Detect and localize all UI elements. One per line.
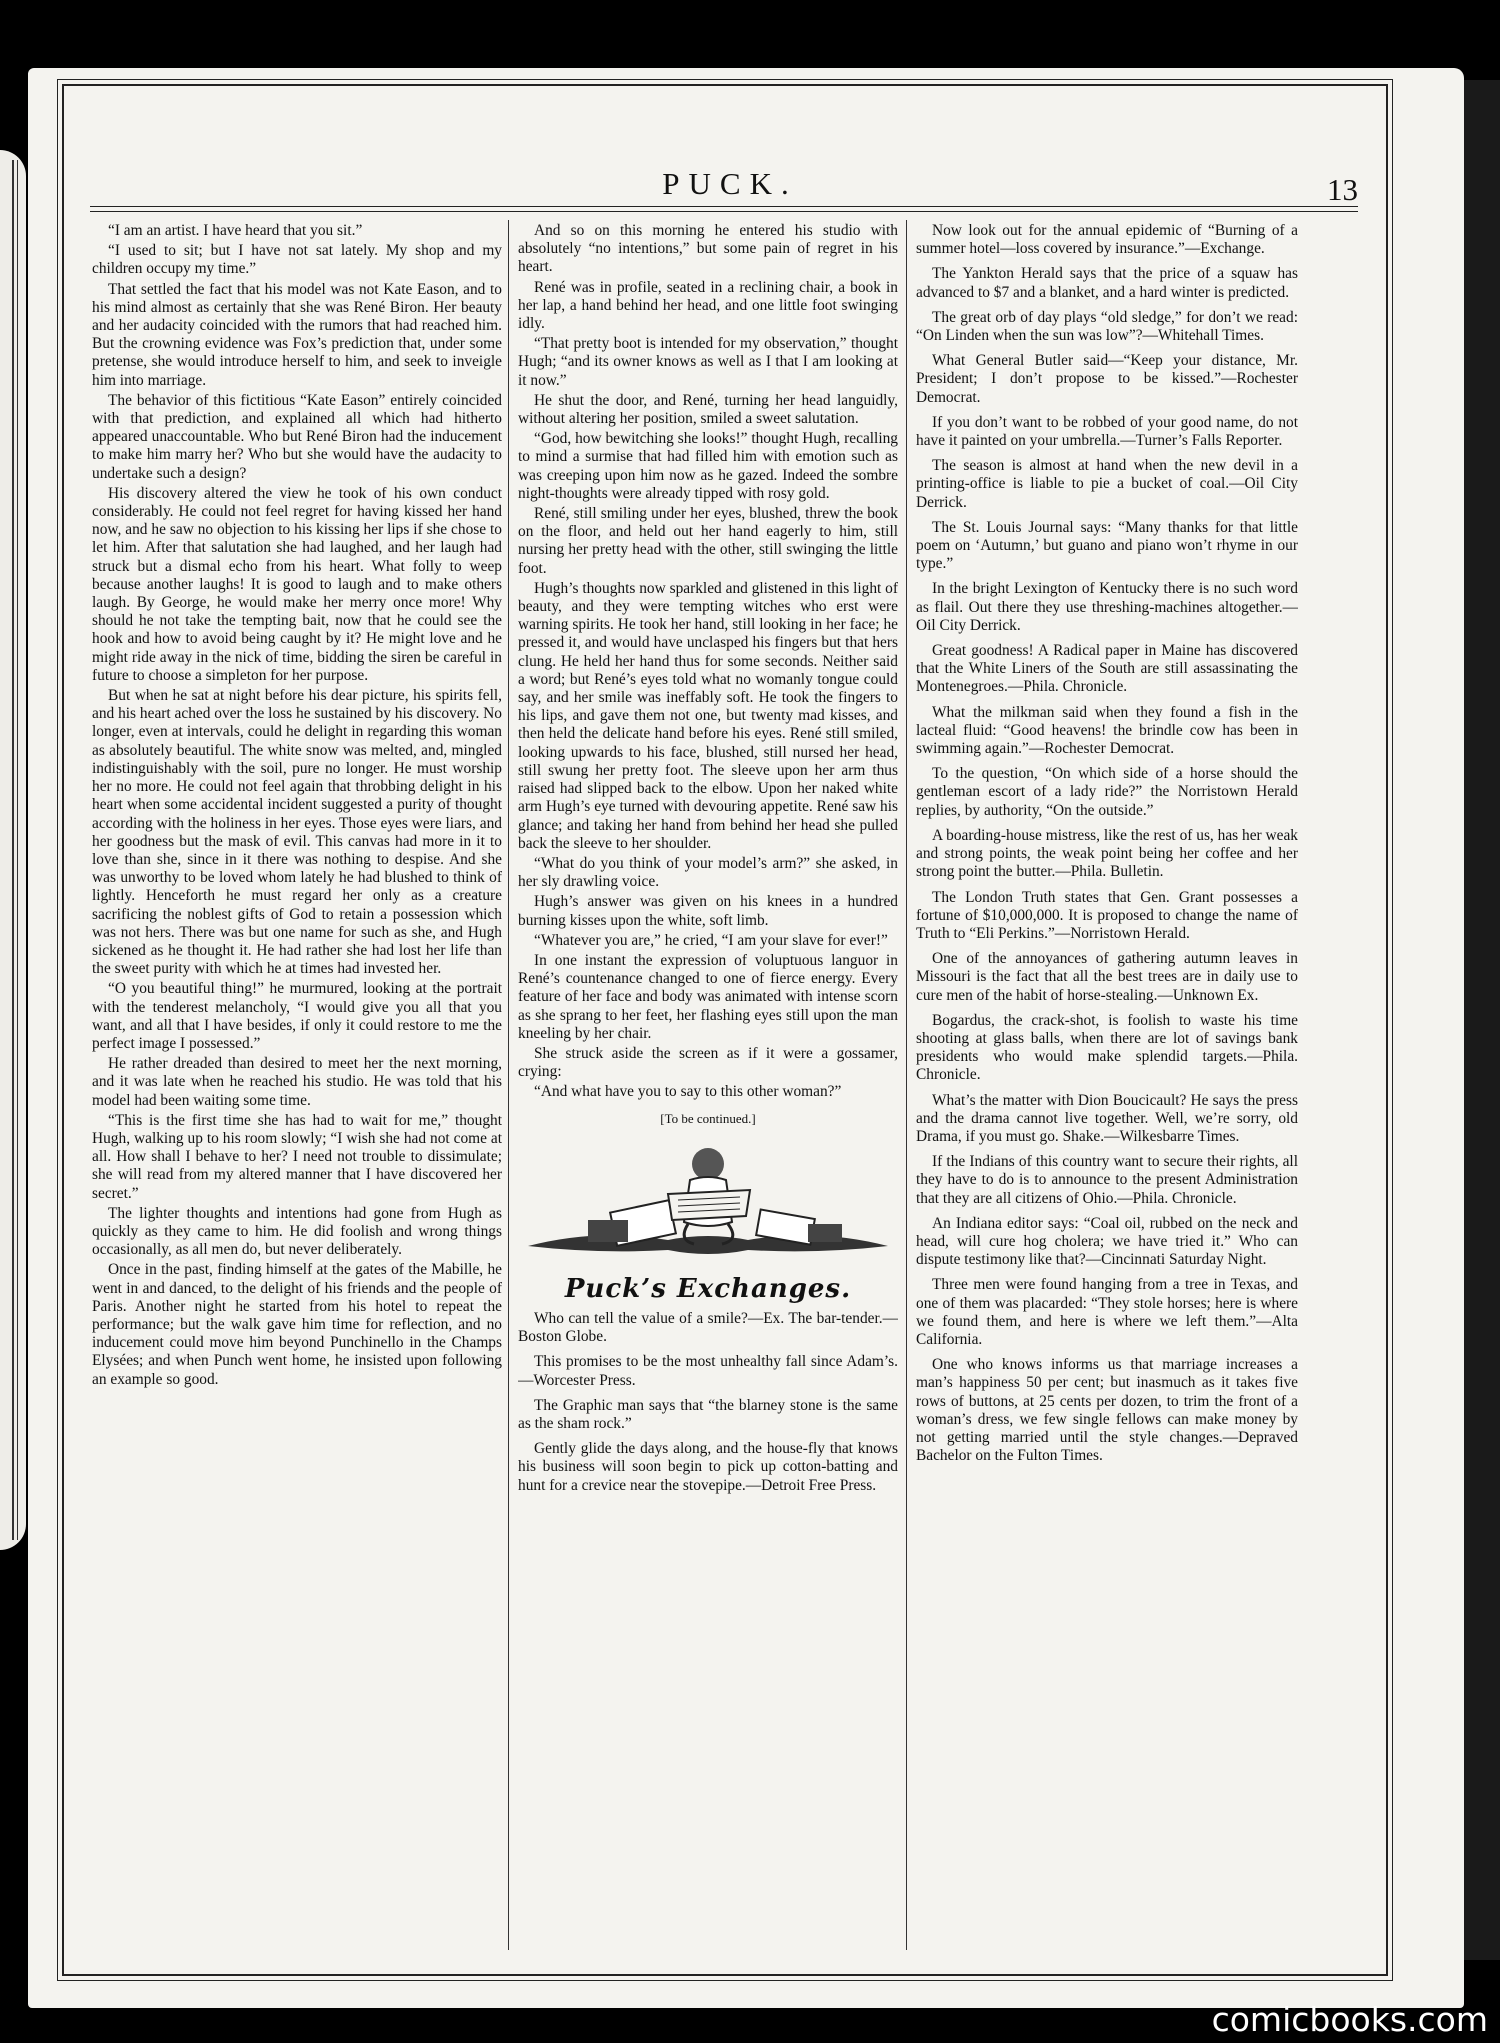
page-number: 13	[1327, 172, 1358, 207]
paragraph: “This is the first time she has had to wait for me,” thought Hugh, walking up to his room slowly; “I wish she had not come at all. How shall I behave to her? I need not trouble to dissimulate; she will read from my altered manner that I have discovered her secret.”	[92, 1111, 502, 1202]
exchange-item: The Graphic man says that “the blarney stone is the same as the sham rock.”	[518, 1396, 898, 1432]
exchange-item: Three men were found hanging from a tree in Texas, and one of them was placarded: “They stole horses; here is where we found them, and here is where we left them.”—Alta California.	[916, 1276, 1298, 1348]
exchange-item: What’s the matter with Dion Boucicault? He says the press and the drama cannot live together. Well, we’re sorry, old Drama, if you must go. Shake.—Wilkesbarre Times.	[916, 1091, 1298, 1145]
column-story-middle	[518, 222, 898, 1942]
exchange-item: The season is almost at hand when the new devil in a printing-office is liable to pie a bucket of coal.—Oil City Derrick.	[916, 457, 1298, 511]
watermark: comicbooks.com	[1211, 2000, 1488, 2039]
paragraph: The lighter thoughts and intentions had gone from Hugh as quickly as they came to him. He did foolish and wrong things occasionally, as all men do, but never deliberately.	[92, 1204, 502, 1259]
exchanges-list	[518, 1310, 898, 1495]
to-be-continued: [To be continued.]	[660, 1110, 756, 1126]
paragraph: “What do you think of your model’s arm?” she asked, in her sly drawling voice.	[518, 854, 898, 891]
paragraph: She struck aside the screen as if it were a gossamer, crying:	[518, 1044, 898, 1081]
page-title: PUCK.	[662, 166, 798, 201]
exchange-item: The London Truth states that Gen. Grant possesses a fortune of $10,000,000. It is proposed to change the name of Truth to “Eli Perkins.”—Norristown Herald.	[916, 888, 1298, 942]
paragraph: René, still smiling under her eyes, blushed, threw the book on the floor, and held out her hand eagerly to him, still nursing her pretty head with the other, still swinging the little foot.	[518, 505, 898, 577]
paragraph: “I am an artist. I have heard that you sit.”	[108, 222, 363, 239]
paragraph: “God, how bewitching she looks!” thought Hugh, recalling to mind a surmise that had filled him with emotion such as was creeping upon him now as he gazed. Indeed the sombre night-thoughts were already tipped with rosy gold.	[518, 430, 898, 502]
paragraph: “Whatever you are,” he cried, “I am your slave for ever!”	[534, 931, 888, 949]
paragraph: But when he sat at night before his dear picture, his spirits fell, and his heart ached over the loss he sustained by his discovery. No longer, even at intervals, could he delight in regarding this woman as absolutely beautiful. The white snow was melted, and, mingled indistinguishably with the soil, pure no longer. He must worship her no more. He could not feel again that throbbing delight in his heart when some accidental incident suggested a purity of thought according with the holiness in her eyes. Those eyes were liars, and her goodness but the mask of evil. This canvas had more in it to love than she, since in it there was nothing to despise. And she was unworthy to be loved whom lately he had blushed to think of lightly. Henceforth he must regard her only as a creature sacrificing the noblest gifts of God to retain a possession which was not hers. There was but one name for such as she, and Hugh sickened as he thought it. He had rather she had lost her life than the sweet purity with which he at times had invested her.	[92, 687, 502, 978]
exchange-item: One of the annoyances of gathering autumn leaves in Missouri is the fact that all the best trees are in daily use to cure men of the habit of horse-stealing.—Unknown Ex.	[916, 950, 1298, 1004]
paragraph: René was in profile, seated in a reclining chair, a book in her lap, a hand behind her head, and one little foot swinging idly.	[518, 278, 898, 333]
column-divider	[508, 220, 509, 1950]
exchange-item: This promises to be the most unhealthy fall since Adam’s.—Worcester Press.	[518, 1353, 898, 1389]
paragraph: The behavior of this fictitious “Kate Eason” entirely coincided with that prediction, and explained all which had hitherto appeared unaccountable. Who but René Biron had the inducement to make him marry her? Who but she would have the audacity to undertake such a design?	[92, 391, 502, 482]
paragraph: “O you beautiful thing!” he murmured, looking at the portrait with the tenderest melancholy, “I would give you all that you want, and all that I have besides, if only it could restore to me the perfect image I possessed.”	[92, 980, 502, 1052]
paragraph: “I used to sit; but I have not sat lately. My shop and my children occupy my time.”	[92, 242, 502, 278]
exchange-item: The great orb of day plays “old sledge,” for don’t we read: “On Linden when the sun was low”?—Whitehall Times.	[916, 308, 1298, 345]
paragraph: Hugh’s thoughts now sparkled and glistened in this light of beauty, and they were tempting witches who erst were warning spirits. He took her hand, still looking in her face; he pressed it, and would have unclasped his fingers but that hers clung. He held her hand thus for some seconds. Neither said a word; but René’s eyes told what no womanly tongue could say, and her smile was ineffably soft. He took the fingers to his lips, and gave them not one, but twenty mad kisses, and then held the delicate hand before his eyes. René still smiled, looking upwards to his face, blushed, still nursed her head, still swung her pretty foot. The sleeve upon her arm thus raised had slipped back to the elbow. Upon her naked white arm Hugh’s eye turned with devouring appetite. René saw his glance; and taking her hand from behind her head she pulled back the sleeve to her shoulder.	[518, 579, 898, 852]
exchanges-heading: Puck’s Exchanges.	[564, 1273, 852, 1304]
cherub-reading-vignette-icon	[518, 1136, 898, 1266]
paragraph: He rather dreaded than desired to meet her the next morning, and it was late when he reached his studio. He was told that his model had been waiting some time.	[92, 1055, 502, 1109]
paragraph: In one instant the expression of voluptuous languor in René’s countenance changed to one of fierce energy. Every feature of her face and body was animated with intense scorn as she sprang to her feet, her flashing eyes still upon the man kneeling by her chair.	[518, 951, 898, 1042]
exchange-item: Great goodness! A Radical paper in Maine has discovered that the White Liners of the South are still assassinating the Montenegroes.—Phila. Chronicle.	[916, 642, 1298, 696]
exchange-item: In the bright Lexington of Kentucky there is no such word as flail. Out there they use threshing-machines altogether.—Oil City Derrick.	[916, 580, 1298, 634]
exchange-item: The St. Louis Journal says: “Many thanks for that little poem on ‘Autumn,’ but guano and piano won’t rhyme in our type.”	[916, 518, 1298, 573]
exchange-item: If you don’t want to be robbed of your good name, do not have it painted on your umbrella.—Turner’s Falls Reporter.	[916, 413, 1298, 450]
exchange-item: If the Indians of this country want to secure their rights, all they have to do is to announce to the present Administration that they are all citizens of Ohio.—Phila. Chronicle.	[916, 1153, 1298, 1207]
column-story-left	[92, 222, 502, 1942]
paragraph: That settled the fact that his model was not Kate Eason, and to his mind almost as certainly that she was René Biron. Her beauty and her audacity coincided with the rumors that had reached him. But the crowning evidence was Fox’s prediction that, under some pretense, she would introduce herself to him, and seek to inveigle him into marriage.	[92, 280, 502, 389]
exchange-item: What the milkman said when they found a fish in the lacteal fluid: “Good heavens! the brindle cow has been in swimming again.”—Rochester Democrat.	[916, 703, 1298, 758]
paragraph: And so on this morning he entered his studio with absolutely “no intentions,” but some pain of regret in his heart.	[518, 222, 898, 276]
exchange-item: Bogardus, the crack-shot, is foolish to waste his time shooting at glass balls, when there are lot of savings bank presidents who would make splendid targets.—Phila. Chronicle.	[916, 1011, 1298, 1084]
exchange-item: Now look out for the annual epidemic of “Burning of a summer hotel—loss covered by insurance.”—Exchange.	[916, 222, 1298, 258]
binding-shadow	[1464, 80, 1500, 1960]
exchange-item: Gently glide the days along, and the house-fly that knows his business will soon begin to pick up cotton-batting and hunt for a crevice near the stovepipe.—Detroit Free Press.	[518, 1440, 898, 1494]
paragraph: Once in the past, finding himself at the gates of the Mabille, he went in and danced, to the delight of his friends and the people of Paris. Another night he started from his hotel to repeat the performance; but the walk gave him time for reflection, and no inducement could move him beyond Punchinello in the Champs Elysées; and when Punch went home, he insisted upon following an example so good.	[92, 1261, 502, 1388]
exchange-item: What General Butler said—“Keep your distance, Mr. President; I don’t propose to be kissed.”—Rochester Democrat.	[916, 352, 1298, 406]
paragraph: “That pretty boot is intended for my observation,” thought Hugh; “and its owner knows as well as I that I am looking at it now.”	[518, 335, 898, 389]
exchange-item: To the question, “On which side of a horse should the gentleman escort of a lady ride?” the Norristown Herald replies, by authority, “On the outside.”	[916, 765, 1298, 819]
exchange-item: Who can tell the value of a smile?—Ex. The bar-tender.—Boston Globe.	[518, 1309, 898, 1346]
paragraph: Hugh’s answer was given on his knees in a hundred burning kisses upon the white, soft limb.	[518, 893, 898, 929]
exchange-item: The Yankton Herald says that the price of a squaw has advanced to $7 and a blanket, and a hard winter is predicted.	[916, 265, 1298, 301]
adjacent-page-edge	[0, 150, 26, 1550]
exchange-item: One who knows informs us that marriage increases a man’s happiness 50 per cent; but inasmuch as it takes five rows of buttons, at 25 cents per dozen, to trim the front of a woman’s dress, we few single fellows can make money by not getting married until the style changes.—Depraved Bachelor on the Fulton Times.	[916, 1356, 1298, 1465]
exchange-item: An Indiana editor says: “Coal oil, rubbed on the neck and head, will cure hog cholera; we have tried it.” Who can dispute testimony like that?—Cincinnati Saturday Night.	[916, 1214, 1298, 1269]
paragraph: He shut the door, and René, turning her head languidly, without altering her position, smiled a sweet salutation.	[518, 391, 898, 428]
paragraph: His discovery altered the view he took of his own conduct considerably. He could not feel regret for having kissed her hand now, and he saw no objection to his kissing her lips if she chose to let him. After that salutation she had laughed, and her laugh had struck but a dismal echo from his heart. What folly to weep because another laughs! It is good to laugh and to make others laugh. By George, he would make her merry once more! Why should he not take the tempting bait, now that he could see the hook and how to avoid being caught by it? He might love and he might ride away in the nick of time, bidding the siren be careful in future to choose a simpleton for her purpose.	[92, 484, 502, 684]
column-exchanges-right	[916, 222, 1298, 1942]
column-divider	[906, 220, 907, 1950]
paragraph: “And what have you to say to this other woman?”	[534, 1083, 842, 1101]
header-rule	[90, 206, 1358, 212]
exchange-item: A boarding-house mistress, like the rest of us, has her weak and strong points, the weak point being her coffee and her strong point the butter.—Phila. Bulletin.	[916, 826, 1298, 881]
